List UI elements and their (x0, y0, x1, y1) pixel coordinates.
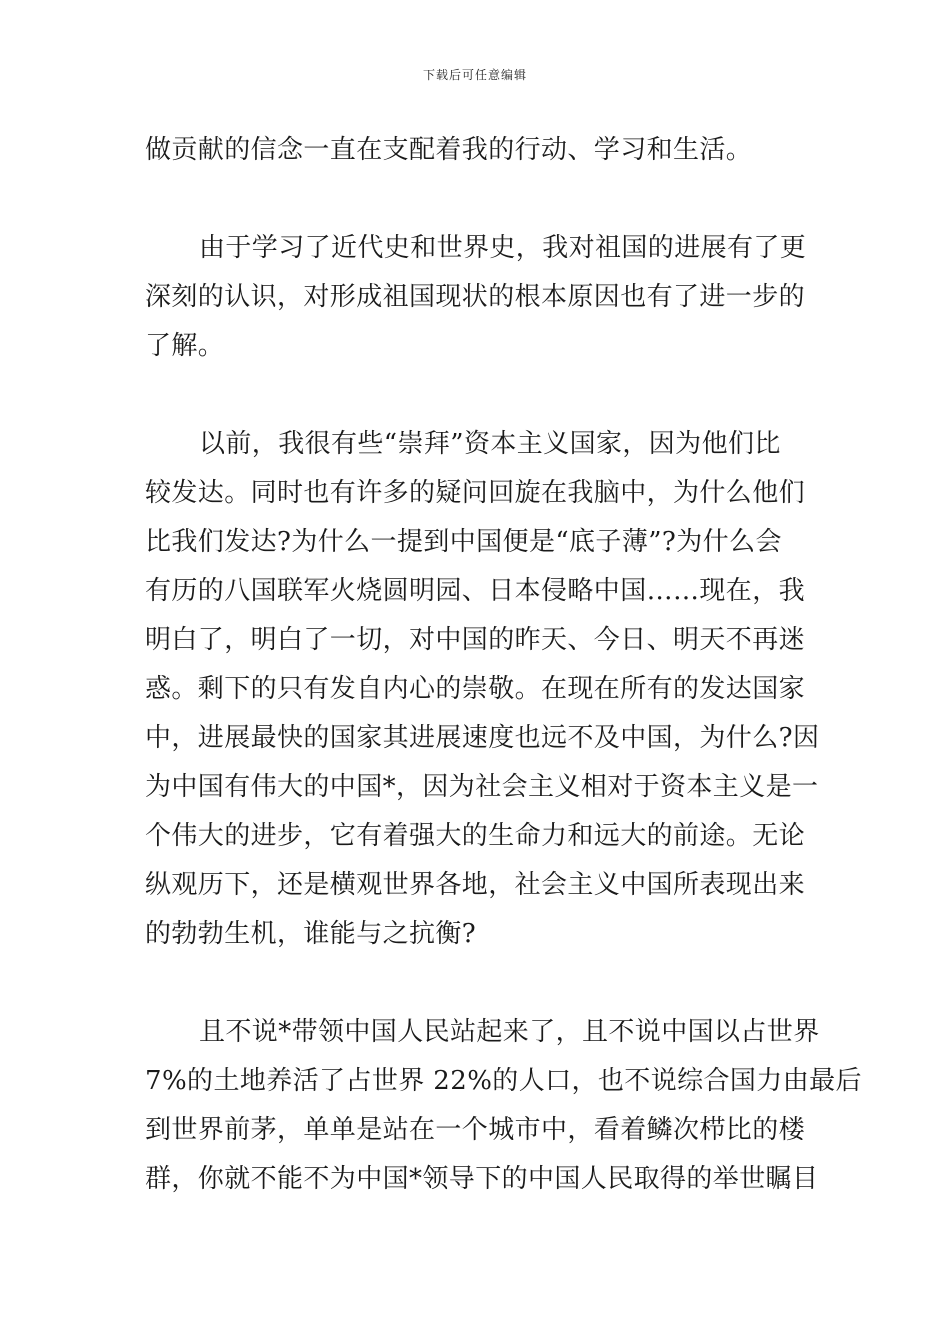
paragraph-4-line-2: 7%的土地养活了占世界 22%的人口，也不说综合国力由最后 (145, 1066, 862, 1096)
paragraph-3-line-3: 比我们发达?为什么一提到中国便是“底子薄”?为什么会 (145, 527, 782, 557)
paragraph-3-line-10: 纵观历下，还是横观世界各地，社会主义中国所表现出来 (145, 870, 806, 900)
paragraph-2-line-3: 了解。 (145, 331, 225, 361)
paragraph-4-line-4: 群，你就不能不为中国*领导下的中国人民取得的举世瞩目 (145, 1164, 819, 1194)
paragraph-4-line-3: 到世界前茅，单单是站在一个城市中，看着鳞次栉比的楼 (145, 1115, 806, 1145)
paragraph-4-line-1: 且不说*带领中国人民站起来了，且不说中国以占世界 (199, 1017, 820, 1047)
paragraph-3-line-5: 明白了，明白了一切，对中国的昨天、今日、明天不再迷 (145, 625, 806, 655)
paragraph-3-line-9: 个伟大的进步，它有着强大的生命力和远大的前途。无论 (145, 821, 806, 851)
paragraph-gap (145, 175, 805, 224)
paragraph-gap (145, 371, 805, 420)
paragraph-3-line-4: 有历的八国联军火烧圆明园、日本侵略中国……现在，我 (145, 576, 806, 606)
paragraph-2-line-2: 深刻的认识，对形成祖国现状的根本原因也有了进一步的 (145, 282, 806, 312)
paragraph-3-line-1: 以前，我很有些“崇拜”资本主义国家，因为他们比 (199, 429, 781, 459)
paragraph-gap (145, 959, 805, 1008)
paragraph-3-line-6: 惑。剩下的只有发自内心的崇敬。在现在所有的发达国家 (145, 674, 806, 704)
paragraph-3-line-11: 的勃勃生机，谁能与之抗衡? (145, 919, 477, 949)
document-body (145, 126, 862, 1204)
paragraph-3-line-2: 较发达。同时也有许多的疑问回旋在我脑中，为什么他们 (145, 478, 806, 508)
paragraph-1-line-1: 做贡献的信念一直在支配着我的行动、学习和生活。 (145, 135, 753, 165)
paragraph-3-line-8: 为中国有伟大的中国*，因为社会主义相对于资本主义是一 (145, 772, 819, 802)
paragraph-2-line-1: 由于学习了近代史和世界史，我对祖国的进展有了更 (199, 233, 807, 263)
page-header: 下载后可任意编辑 (422, 68, 527, 82)
paragraph-3-line-7: 中，进展最快的国家其进展速度也远不及中国，为什么?因 (145, 723, 820, 753)
